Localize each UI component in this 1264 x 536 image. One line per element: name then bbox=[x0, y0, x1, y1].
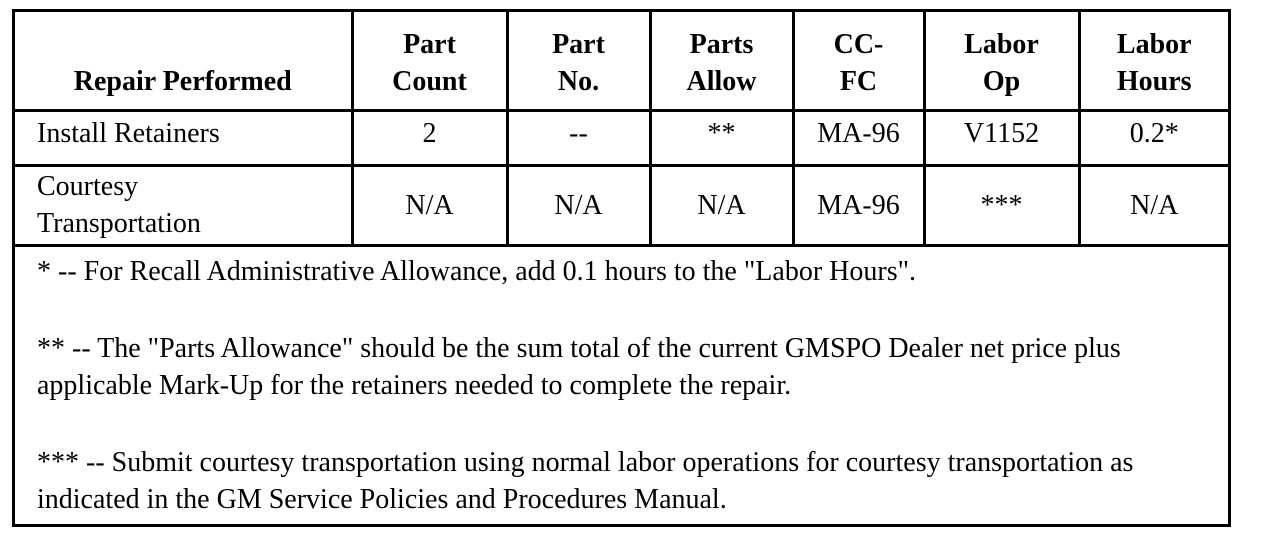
column-header-parts-allow bbox=[650, 12, 793, 110]
cell-parts-allow: N/A bbox=[650, 165, 793, 245]
cell-part-count: 2 bbox=[352, 110, 507, 165]
header-line: Allow bbox=[686, 65, 757, 97]
column-header-repair-performed bbox=[15, 12, 352, 110]
cell-labor-hours: 0.2* bbox=[1079, 110, 1228, 165]
column-header-part-count bbox=[352, 12, 507, 110]
cell-repair-performed bbox=[15, 165, 352, 245]
header-line: Hours bbox=[1116, 65, 1192, 97]
repair-labor-table bbox=[15, 12, 1228, 247]
header-line: Parts bbox=[689, 28, 754, 60]
header-line: No. bbox=[557, 65, 600, 97]
column-header-cc-fc bbox=[793, 12, 924, 110]
header-line: Part bbox=[403, 28, 456, 60]
footnotes bbox=[37, 253, 1217, 518]
cell-labor-hours: N/A bbox=[1079, 165, 1228, 245]
column-header-part-no bbox=[507, 12, 650, 110]
footnote-courtesy-transportation: *** -- Submit courtesy transportation using normal labor operations for courtesy transportation as indicated in the GM Service Policies and Procedures Manual. bbox=[37, 447, 1134, 515]
header-line: Part bbox=[552, 28, 605, 60]
header-line: Repair Performed bbox=[73, 65, 292, 97]
cell-text-line: Transportation bbox=[37, 208, 201, 239]
cell-labor-op: *** bbox=[924, 165, 1079, 245]
labor-table-container bbox=[12, 9, 1231, 527]
header-line: Labor bbox=[1116, 28, 1192, 60]
cell-cc-fc: MA-96 bbox=[793, 110, 924, 165]
header-line: Count bbox=[392, 65, 467, 97]
cell-text-line: Courtesy bbox=[37, 171, 139, 202]
cell-text: Install Retainers bbox=[37, 117, 220, 149]
cell-parts-allow: ** bbox=[650, 110, 793, 165]
column-header-labor-hours bbox=[1079, 12, 1228, 110]
cell-cc-fc: MA-96 bbox=[793, 165, 924, 245]
table-row bbox=[15, 110, 1228, 165]
footnote-parts-allowance: ** -- The "Parts Allowance" should be the sum total of the current GMSPO Dealer net price plus applicable Mark-Up for the retainers needed to complete the repair. bbox=[37, 333, 1121, 401]
header-line: FC bbox=[839, 65, 878, 97]
footnote-labor-hours: * -- For Recall Administrative Allowance, add 0.1 hours to the "Labor Hours". bbox=[37, 256, 917, 287]
table-row bbox=[15, 165, 1228, 245]
header-row bbox=[15, 12, 1228, 110]
cell-repair-performed bbox=[15, 110, 352, 165]
header-line: Op bbox=[982, 65, 1021, 97]
header-line: Labor bbox=[964, 28, 1039, 60]
header-line: CC- bbox=[833, 28, 884, 60]
column-header-labor-op bbox=[924, 12, 1079, 110]
cell-part-no: -- bbox=[507, 110, 650, 165]
cell-part-no: N/A bbox=[507, 165, 650, 245]
cell-part-count: N/A bbox=[352, 165, 507, 245]
cell-labor-op: V1152 bbox=[924, 110, 1079, 165]
